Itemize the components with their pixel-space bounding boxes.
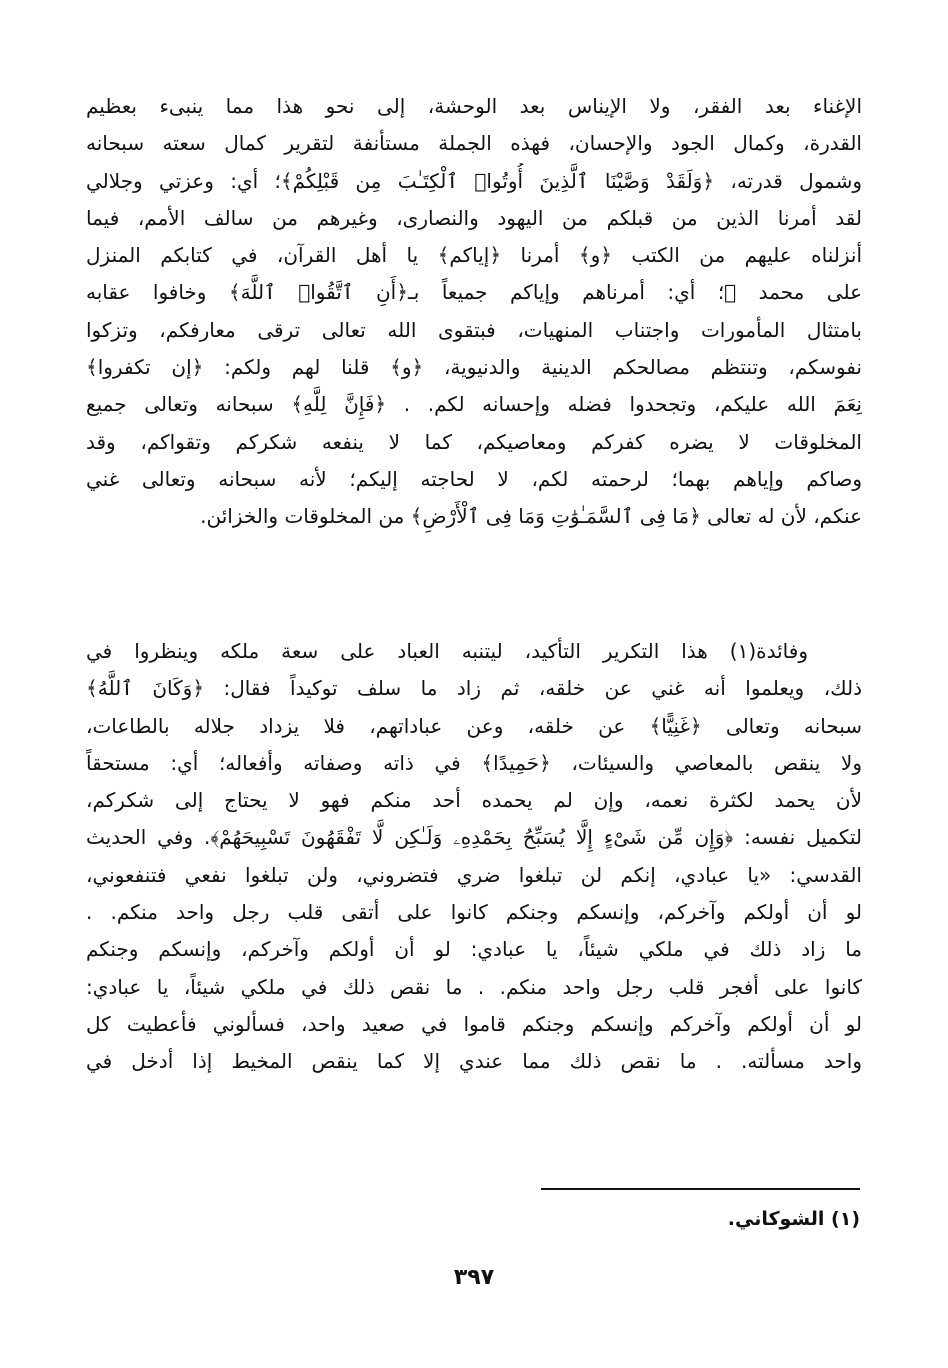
text-line: سبحانه وتعالى ﴿غَنِيًّا﴾ عن خلقه، وعن عباداتهم، فلا يزداد جلاله بالطاعات،: [86, 713, 862, 738]
text-line: المخلوقات لا يضره كفركم ومعاصيكم، كما لا ينفعه شكركم وتقواكم، وقد: [86, 429, 862, 454]
page-number: ٣٩٧: [453, 1265, 495, 1290]
text-line: لو أن أولكم وآخركم وإنسكم وجنكم قاموا في صعيد واحد، فسألوني فأعطيت كل: [86, 1011, 862, 1036]
text-line: ما زاد ذلك في ملكي شيئاً، يا عبادي: لو أن أولكم وآخركم، وإنسكم وجنكم: [86, 937, 862, 962]
text-line: لتكميل نفسه: ﴿وَإِن مِّن شَىْءٍ إِلَّا يُسَبِّحُ بِحَمْدِهِۦ وَلَـٰكِن لَّا تَفْقَهُونَ تَسْبِيحَهُمْ﴾. وفي الحديث: [86, 825, 862, 850]
text-line: القدسي: «يا عبادي، إنكم لن تبلغوا ضري فتضروني، ولن تبلغوا نفعي فتنفعوني،: [86, 862, 862, 887]
paragraph-1: [86, 88, 862, 536]
text-line: ولا ينقص بالمعاصي والسيئات، ﴿حَمِيدًا﴾ في ذاته وصفاته وأفعاله؛ أي: مستحقاً: [86, 750, 862, 775]
text-line: نفوسكم، وتنتظم مصالحكم الدينية والدنيوية، ﴿و﴾ قلنا لهم ولكم: ﴿إن تكفروا﴾: [86, 355, 862, 380]
text-line: كانوا على أفجر قلب رجل واحد منكم. . ما نقص ذلك في ملكي شيئاً، يا عبادي:: [86, 974, 862, 999]
text-line: لو أن أولكم وآخركم، وإنسكم وجنكم كانوا على أتقى قلب رجل واحد منكم. .: [86, 900, 862, 925]
footnote: (١) الشوكاني.: [727, 1208, 860, 1230]
text-line: وصاكم وإياهم بهما؛ لرحمته لكم، لا لحاجته إليكم؛ لأنه سبحانه وتعالى غني: [86, 466, 862, 491]
text-line: عنكم، لأن له تعالى ﴿مَا فِى ٱلسَّمَـٰوَٰتِ وَمَا فِى ٱلْأَرْضِ﴾ من المخلوقات والخزائن.: [200, 504, 862, 529]
text-line: الإغناء بعد الفقر، ولا الإيناس بعد الوحشة، إلى نحو هذا مما ينبىء بعظيم: [86, 94, 862, 118]
footnote-divider: [541, 1188, 860, 1190]
paragraph-2: [86, 633, 862, 1081]
text-line: لأن يحمد لكثرة نعمه، وإن لم يحمده أحد منكم فهو لا يحتاج إلى شكركم،: [86, 788, 862, 813]
text-line: على محمد ﷺ؛ أي: أمرناهم وإياكم جميعاً بـ﴿أَنِ ٱتَّقُوا۟ ٱللَّهَ﴾ وخافوا عقابه: [86, 280, 862, 305]
text-line: واحد مسألته. . ما نقص ذلك مما عندي إلا كما ينقص المخيط إذا أدخل في: [86, 1049, 862, 1074]
text-line: ذلك، ويعلموا أنه غني عن خلقه، ثم زاد ما سلف توكيداً فقال: ﴿وَكَانَ ٱللَّهُ﴾: [86, 676, 862, 701]
text-line: وشمول قدرته، ﴿وَلَقَدْ وَصَّيْنَا ٱلَّذِينَ أُوتُوا۟ ٱلْكِتَـٰبَ مِن قَبْلِكُمْ﴾؛ أي: وعزتي وجلالي: [86, 168, 862, 193]
text-line: أنزلناه عليهم من الكتب ﴿و﴾ أمرنا ﴿إياكم﴾ يا أهل القرآن، في كتابكم المنزل: [86, 243, 862, 268]
text-line: بامتثال المأمورات واجتناب المنهيات، فبتقوى الله تعالى ترقى معارفكم، وتزكوا: [86, 317, 862, 342]
text-line: وفائدة(١) هذا التكرير التأكيد، ليتنبه العباد على سعة ملكه وينظروا في: [86, 639, 808, 663]
text-line: لقد أمرنا الذين من قبلكم من اليهود والنصارى، وغيرهم من سالف الأمم، فيما: [86, 205, 862, 230]
text-line: القدرة، وكمال الجود والإحسان، فهذه الجملة مستأنفة لتقرير كمال سعته سبحانه: [86, 131, 862, 156]
text-line: نِعَمَ الله عليكم، وتجحدوا فضله وإحسانه لكم. . ﴿فَإِنَّ لِلَّهِ﴾ سبحانه وتعالى جميع: [86, 392, 862, 417]
